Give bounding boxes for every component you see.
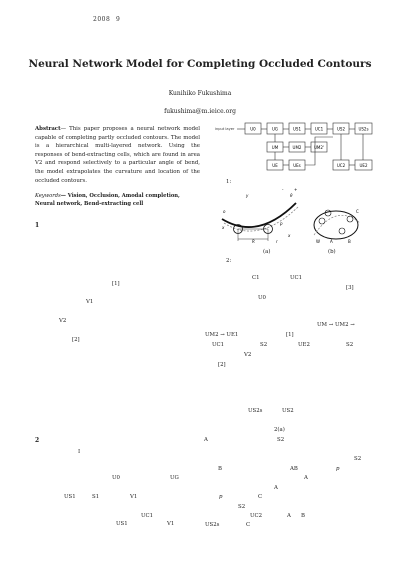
left-text-fragment: V1 <box>167 521 175 527</box>
fig2a-label-plus: + <box>294 187 298 192</box>
left-text-fragment: U0 <box>112 475 120 481</box>
right-text-fragment: AB <box>290 466 298 472</box>
fig1-box-label: UE <box>272 163 278 168</box>
right-text-fragment: S2 <box>260 342 268 348</box>
fig2a <box>221 187 298 244</box>
fig1-box-label: UEs <box>293 163 301 168</box>
abstract <box>35 125 200 185</box>
left-text-fragment: S1 <box>92 494 100 500</box>
right-text-fragment: A <box>204 437 208 443</box>
fig1-box-label: UM2' <box>313 145 325 150</box>
keywords-text: — Vision, Occlusion, Amodal completion, Neural network, Bend-extracting cell <box>35 193 180 207</box>
right-text-fragment: [3] <box>346 285 354 291</box>
fig1-row1 <box>245 123 372 134</box>
figure-2b-label: (b) <box>328 249 336 255</box>
figure-2-caption: 2: <box>226 258 232 264</box>
right-text-fragment: U0 <box>258 295 266 301</box>
left-text-fragment: V2 <box>59 318 67 324</box>
right-text-fragment: C1 <box>252 275 260 281</box>
left-text-fragment: [1] <box>112 281 120 287</box>
fig1-box-label: UC1 <box>314 126 324 132</box>
fig1-box-label: UM <box>271 145 279 150</box>
right-text-fragment: UM2 → UE1 <box>205 332 239 338</box>
right-text-fragment: [2] <box>218 362 226 368</box>
right-text-fragment: UC1 <box>212 342 225 348</box>
section-2-number: 2 <box>35 437 40 444</box>
left-text-fragment: I <box>78 449 81 455</box>
figure-1-diagram <box>215 115 375 177</box>
right-text-fragment: UC2 <box>250 513 263 519</box>
right-text-fragment: p <box>219 494 223 500</box>
right-text-fragment: B <box>218 466 222 472</box>
right-text-fragment: S2 <box>354 456 362 462</box>
fig1-box-label: UC2 <box>336 163 346 168</box>
fig2b-label-B: B <box>348 239 351 244</box>
fig2b-node <box>339 228 345 234</box>
right-text-fragment: US2s <box>248 408 263 414</box>
right-text-fragment: [1] <box>286 332 294 338</box>
fig1-row2 <box>267 134 327 152</box>
figure-1-caption: 1: <box>226 179 232 185</box>
left-text-fragment: US1 <box>64 494 76 500</box>
author-name: Kunihiko Fukushima <box>168 90 232 97</box>
right-text-fragment: UM → UM2 → <box>317 322 355 328</box>
fig2a-label-theta: θ <box>290 193 293 198</box>
abstract-text: — This paper proposes a neural network model capable of completing partly occluded contours. The model is a hierarchical multi-layered network. Using the responses of bend-extracting cells, which are found in area V2 and respond selectively to a particular angle of bend, the model extrapolates the curvature and location of the occluded contours. <box>35 126 200 184</box>
right-text-fragment: US2 <box>282 408 294 414</box>
right-text-fragment: C <box>246 522 251 528</box>
fig1-box-label: US2s <box>358 126 369 132</box>
fig2b-label-A: A <box>330 239 333 244</box>
fig2b-ellipse <box>314 211 358 239</box>
fig2a-label-r: r <box>276 239 278 244</box>
fig1-box-label: UG <box>271 126 279 132</box>
left-text-fragment: [2] <box>72 337 80 343</box>
right-text-fragment: S2 <box>346 342 354 348</box>
fig2a-label-y: y <box>246 193 249 198</box>
fig2b <box>314 209 360 244</box>
fig2a-label-x: x <box>222 225 225 230</box>
fig2a-label-p: p <box>280 221 283 226</box>
abstract-label: Abstract <box>35 126 61 132</box>
right-text-fragment: UC1 <box>290 275 303 281</box>
fig2a-label-minus: - <box>282 187 284 192</box>
right-text-fragment: A <box>274 485 278 491</box>
fig2a-label-o: o <box>223 209 226 214</box>
header-year: 2008 <box>93 16 111 23</box>
right-text-fragment: A <box>304 475 308 481</box>
fig1-box-label: UE2 <box>359 163 368 168</box>
right-text-fragment: V2 <box>244 352 252 358</box>
fig1-box-label: US1 <box>292 126 302 132</box>
right-text-fragment: 2(a) <box>274 427 285 433</box>
right-text-fragment: p <box>336 466 340 472</box>
right-text-fragment: C <box>258 494 263 500</box>
right-text-fragment: B <box>301 513 305 519</box>
fig2b-label-C: C <box>356 209 359 214</box>
figure-2-diagram <box>218 183 368 253</box>
fig1-box-label: UM2 <box>292 145 302 150</box>
left-text-fragment: V1 <box>130 494 138 500</box>
left-text-fragment: UC1 <box>141 513 154 519</box>
left-text-fragment: US1 <box>116 521 128 527</box>
fig2a-contour <box>222 203 296 227</box>
header-month: 9 <box>116 16 121 23</box>
right-text-fragment: S2 <box>238 504 246 510</box>
paper-title: Neural Network Model for Completing Occluded Contours <box>28 58 372 70</box>
fig1-box-label: US2 <box>336 126 346 132</box>
keywords-label: Keywords <box>35 193 61 199</box>
fig2b-label-W: W <box>316 239 320 244</box>
figure-2a-label: (a) <box>263 249 271 255</box>
fig1-input-label: input layer <box>215 127 235 131</box>
fig2a-label-R: R <box>252 239 255 244</box>
fig2a-label-x2: x <box>288 233 291 238</box>
fig2b-node <box>319 218 325 224</box>
keywords <box>35 193 200 208</box>
left-text-fragment: UG <box>170 475 179 481</box>
left-text-fragment: V1 <box>86 299 94 305</box>
right-text-fragment: UE2 <box>298 342 310 348</box>
author-email: fukushima@m.ieice.org <box>164 108 236 115</box>
section-1-number: 1 <box>35 222 40 229</box>
right-text-fragment: A <box>287 513 291 519</box>
right-text-fragment: S2 <box>277 437 285 443</box>
right-text-fragment: US2s <box>205 522 220 528</box>
fig1-box-label: U0 <box>250 126 256 132</box>
